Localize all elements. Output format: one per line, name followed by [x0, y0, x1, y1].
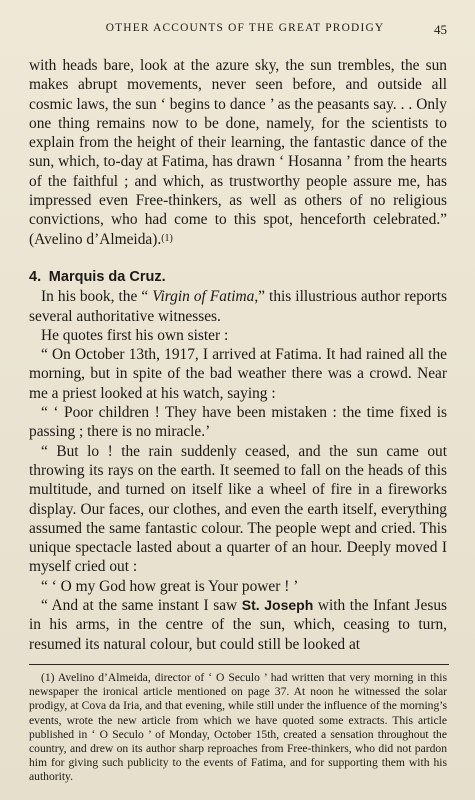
running-head: [29, 22, 447, 42]
page-number: 45: [434, 22, 447, 37]
bold-name: St. Joseph: [241, 597, 314, 614]
paragraph: “ ‘ O my God how great is Your power ! ’: [41, 577, 299, 595]
paragraph-text: “ And at the same instant I saw: [41, 597, 242, 615]
paragraph: He quotes first his own sister :: [41, 326, 229, 344]
paragraph: “ On October 13th, 1917, I arrived at Fatima. It had rained all the morning, but in spite of the bad weather there was a crowd. Near me a priest looked at his watch, saying :: [29, 346, 447, 402]
intro-before: In his book, the “: [41, 288, 153, 306]
footnote-divider: [29, 664, 449, 665]
footnote-reference: (1): [161, 232, 173, 244]
book-title: Virgin of Fatima: [152, 288, 255, 306]
intro-paragraph: [29, 287, 447, 326]
section-number: 4.: [29, 268, 42, 285]
footnote-text: (1) Avelino d’Almeida, director of ‘ O Seculo ’ had written that very morning in this newspaper the ironical article mentioned on page 37. At noon he witnessed the solar prodigy, at Cova da Iria, and that evening, while still under the influence of the morning’s events, wrote the new article from which we have quoted some extracts. This article published in ‘ O Seculo ’ of Monday, October 15th, created a sensation throughout the country, and drew on its author sharp reproaches from Free-thinkers, who did not pardon him for giving such publicity to the events of Fatima, and for supporting them with his authority.: [29, 670, 447, 784]
running-head-title: OTHER ACCOUNTS OF THE GREAT PRODIGY: [105, 22, 385, 34]
continued-paragraph: [29, 56, 447, 251]
spacer: [29, 251, 447, 267]
paragraph: “ ‘ Poor children ! They have been mistaken : the time fixed is passing ; there is no miracle.’: [29, 404, 447, 441]
paragraph: [29, 596, 447, 654]
intro-after: ,” this illustrious author reports several authoritative witnesses.: [29, 288, 447, 325]
footnote: [29, 671, 447, 785]
continued-paragraph-text: with heads bare, look at the azure sky, the sun trembles, the sun makes abrupt movements, never seen before, and outside all cosmic laws, the sun ‘ begins to dance ’ as the peasants say. . . Only one thing remains now to be done, namely, for the scientists to explain from the height of their learning, the fantastic dance of the sun, which, to-day at Fatima, has drawn ‘ Hosanna ’ from the hearts of the faithful ; and which, as trustworthy people assure me, has impressed even Free-thinkers, as well as others of no religious convictions, who had come to this spot, henceforth celebrated.” (Avelino d’Almeida).: [29, 57, 447, 248]
section-name: Marquis da Cruz.: [48, 268, 166, 285]
body-text: [29, 56, 447, 654]
paragraph: “ But lo ! the rain suddenly ceased, and the sun came out throwing its rays on the earth. It seemed to fall on the heads of this multitude, and turned on itself like a wheel of fire in a fireworks display. Our faces, our clothes, and even the earth itself, everything assumed the same fantastic colour. The people wept and cried. This unique spectacle lasted about a quarter of an hour. Deeply moved I myself cried out :: [29, 442, 447, 576]
section-heading: [29, 267, 447, 287]
paragraph-text: with the Infant Jesus in his arms, in the centre of the sun, which, ceasing to turn, resumed its natural colour, but could still be looked at: [29, 597, 447, 653]
